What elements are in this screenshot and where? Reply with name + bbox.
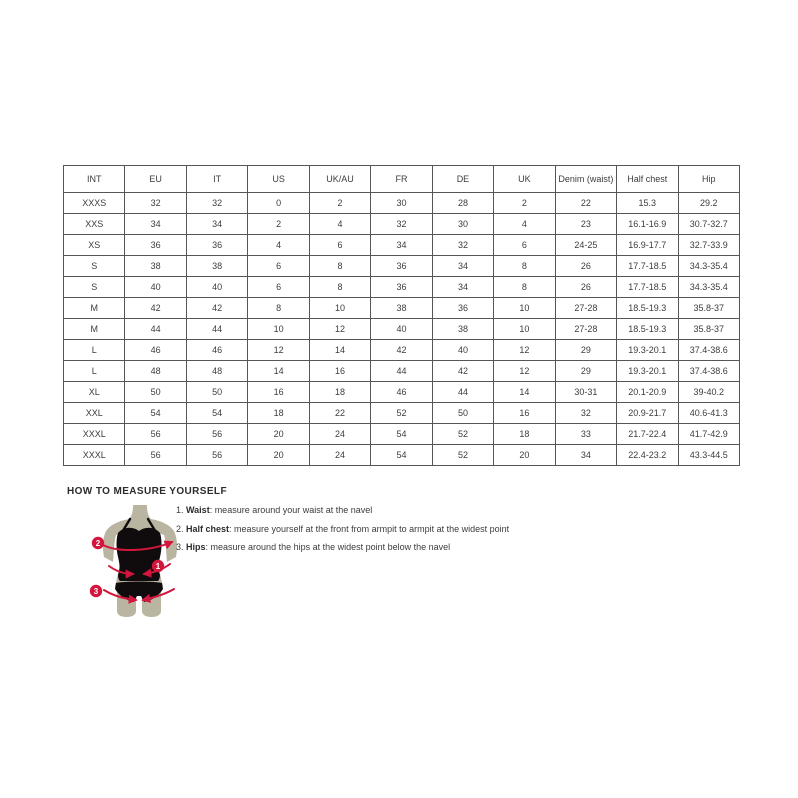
measure-point-badge-chest [92, 537, 104, 549]
table-cell: XL [64, 382, 125, 403]
table-cell: 36 [186, 235, 247, 256]
table-cell: 50 [432, 403, 493, 424]
measure-item-label: Hips [186, 542, 206, 552]
table-row [64, 382, 740, 403]
measure-point-badge-hips [90, 585, 102, 597]
table-cell: 15.3 [617, 193, 678, 214]
table-cell: 32 [371, 214, 432, 235]
size-chart-table [63, 165, 740, 466]
table-cell: 8 [494, 256, 555, 277]
column-header: FR [371, 166, 432, 193]
table-row [64, 256, 740, 277]
measure-item-text: : measure yourself at the front from armpit to armpit at the widest point [229, 523, 510, 534]
table-cell: 34 [432, 256, 493, 277]
table-cell: 27-28 [555, 298, 616, 319]
table-cell: 35.8-37 [678, 319, 739, 340]
table-cell: XXS [64, 214, 125, 235]
measure-item-number: 1. [176, 505, 187, 515]
table-cell: 18 [494, 424, 555, 445]
column-header: US [248, 166, 309, 193]
table-cell: 42 [186, 298, 247, 319]
table-cell: 20 [248, 445, 309, 466]
table-cell: 2 [494, 193, 555, 214]
measure-item-label: Waist [186, 505, 210, 515]
column-header: DE [432, 166, 493, 193]
table-cell: 56 [125, 424, 186, 445]
column-header: EU [125, 166, 186, 193]
measure-item-number: 2. [176, 523, 187, 534]
table-cell: 24 [309, 445, 370, 466]
table-cell: 16 [494, 403, 555, 424]
table-cell: 54 [125, 403, 186, 424]
table-cell: 32 [186, 193, 247, 214]
measure-list-item [176, 505, 509, 516]
table-cell: 10 [309, 298, 370, 319]
table-cell: 50 [186, 382, 247, 403]
column-header: Denim (waist) [555, 166, 616, 193]
table-cell: 38 [432, 319, 493, 340]
table-cell: 0 [248, 193, 309, 214]
table-cell: 20 [248, 424, 309, 445]
table-cell: S [64, 256, 125, 277]
table-cell: 41.7-42.9 [678, 424, 739, 445]
table-cell: 10 [494, 319, 555, 340]
table-cell: 56 [186, 424, 247, 445]
table-cell: 10 [248, 319, 309, 340]
table-cell: 24-25 [555, 235, 616, 256]
table-cell: 36 [371, 277, 432, 298]
measure-item-number: 3. [176, 542, 187, 552]
table-cell: 6 [309, 235, 370, 256]
table-cell: 56 [125, 445, 186, 466]
table-row [64, 340, 740, 361]
table-cell: 27-28 [555, 319, 616, 340]
table-cell: 14 [494, 382, 555, 403]
table-cell: 6 [248, 256, 309, 277]
table-cell: XXXS [64, 193, 125, 214]
table-cell: 21.7-22.4 [617, 424, 678, 445]
table-cell: 2 [309, 193, 370, 214]
table-cell: 30 [371, 193, 432, 214]
table-row [64, 424, 740, 445]
table-cell: 38 [125, 256, 186, 277]
column-header: Hip [678, 166, 739, 193]
table-cell: 48 [125, 361, 186, 382]
table-cell: 16.1-16.9 [617, 214, 678, 235]
measure-heading: HOW TO MEASURE YOURSELF [67, 486, 227, 497]
table-cell: 16 [309, 361, 370, 382]
table-cell: 32 [125, 193, 186, 214]
table-row [64, 235, 740, 256]
table-cell: 38 [186, 256, 247, 277]
table-cell: 40 [371, 319, 432, 340]
table-cell: 40 [125, 277, 186, 298]
table-cell: 16.9-17.7 [617, 235, 678, 256]
table-cell: 14 [309, 340, 370, 361]
table-cell: 34 [186, 214, 247, 235]
table-cell: 12 [494, 340, 555, 361]
table-cell: 22 [555, 193, 616, 214]
table-cell: 42 [371, 340, 432, 361]
measure-list [176, 505, 509, 561]
table-cell: 8 [309, 256, 370, 277]
table-cell: 52 [432, 424, 493, 445]
table-cell: 38 [371, 298, 432, 319]
table-cell: 8 [309, 277, 370, 298]
table-cell: 32 [432, 235, 493, 256]
table-cell: 14 [248, 361, 309, 382]
table-cell: 44 [371, 361, 432, 382]
table-cell: 44 [125, 319, 186, 340]
table-cell: 8 [248, 298, 309, 319]
table-cell: 19.3-20.1 [617, 361, 678, 382]
column-header: UK/AU [309, 166, 370, 193]
table-row [64, 298, 740, 319]
table-cell: 18 [248, 403, 309, 424]
table-cell: 16 [248, 382, 309, 403]
table-cell: 20 [494, 445, 555, 466]
table-cell: 2 [248, 214, 309, 235]
table-cell: M [64, 298, 125, 319]
table-cell: 39-40.2 [678, 382, 739, 403]
table-cell: 50 [125, 382, 186, 403]
measure-list-item [176, 542, 509, 553]
column-header: UK [494, 166, 555, 193]
measure-item-label: Half chest [186, 523, 230, 534]
table-cell: 19.3-20.1 [617, 340, 678, 361]
badge-hips-number: 3 [93, 587, 99, 596]
table-cell: 34.3-35.4 [678, 277, 739, 298]
table-cell: 32 [555, 403, 616, 424]
table-row [64, 445, 740, 466]
table-cell: XXL [64, 403, 125, 424]
table-cell: 40 [432, 340, 493, 361]
table-cell: 30-31 [555, 382, 616, 403]
size-chart-body [64, 193, 740, 466]
column-header: Half chest [617, 166, 678, 193]
table-cell: 29 [555, 340, 616, 361]
badge-waist-number: 1 [155, 562, 161, 571]
table-row [64, 193, 740, 214]
mannequin-illustration [88, 505, 190, 619]
table-cell: 18 [309, 382, 370, 403]
table-cell: 54 [371, 445, 432, 466]
measure-item-text: : measure around the hips at the widest point below the navel [205, 542, 451, 552]
table-cell: 17.7-18.5 [617, 277, 678, 298]
table-cell: L [64, 340, 125, 361]
table-cell: 36 [432, 298, 493, 319]
table-cell: 4 [494, 214, 555, 235]
table-cell: 29 [555, 361, 616, 382]
column-header: IT [186, 166, 247, 193]
table-cell: 34.3-35.4 [678, 256, 739, 277]
table-row [64, 214, 740, 235]
measure-list-item [176, 524, 509, 535]
table-cell: 12 [309, 319, 370, 340]
table-cell: 18.5-19.3 [617, 319, 678, 340]
table-cell: 34 [432, 277, 493, 298]
table-cell: 33 [555, 424, 616, 445]
table-cell: 44 [186, 319, 247, 340]
table-cell: 46 [371, 382, 432, 403]
table-cell: 34 [371, 235, 432, 256]
table-cell: 46 [186, 340, 247, 361]
table-cell: 40.6-41.3 [678, 403, 739, 424]
table-cell: 26 [555, 256, 616, 277]
table-cell: 26 [555, 277, 616, 298]
table-cell: 48 [186, 361, 247, 382]
table-cell: 32.7-33.9 [678, 235, 739, 256]
table-cell: S [64, 277, 125, 298]
table-cell: 52 [371, 403, 432, 424]
table-row [64, 403, 740, 424]
table-cell: 8 [494, 277, 555, 298]
table-cell: 40 [186, 277, 247, 298]
table-cell: 43.3-44.5 [678, 445, 739, 466]
table-cell: 29.2 [678, 193, 739, 214]
table-cell: 12 [494, 361, 555, 382]
table-cell: M [64, 319, 125, 340]
table-cell: XXXL [64, 424, 125, 445]
table-cell: 42 [125, 298, 186, 319]
table-cell: 36 [125, 235, 186, 256]
table-cell: 54 [371, 424, 432, 445]
table-cell: 4 [309, 214, 370, 235]
table-cell: 46 [125, 340, 186, 361]
table-cell: 37.4-38.6 [678, 340, 739, 361]
table-cell: 42 [432, 361, 493, 382]
size-chart-header-row [64, 166, 740, 193]
table-cell: 6 [494, 235, 555, 256]
table-row [64, 319, 740, 340]
table-cell: 6 [248, 277, 309, 298]
table-cell: 18.5-19.3 [617, 298, 678, 319]
measure-point-badge-waist [152, 560, 164, 572]
table-cell: 22 [309, 403, 370, 424]
table-cell: 36 [371, 256, 432, 277]
table-row [64, 277, 740, 298]
table-cell: 30 [432, 214, 493, 235]
table-cell: 20.1-20.9 [617, 382, 678, 403]
table-cell: 24 [309, 424, 370, 445]
body-measurement-figure [88, 505, 190, 619]
table-cell: 20.9-21.7 [617, 403, 678, 424]
size-chart-section [63, 165, 740, 466]
table-cell: 56 [186, 445, 247, 466]
table-cell: 23 [555, 214, 616, 235]
table-cell: 54 [186, 403, 247, 424]
table-cell: 52 [432, 445, 493, 466]
table-cell: 35.8-37 [678, 298, 739, 319]
table-cell: 44 [432, 382, 493, 403]
measure-item-text: : measure around your waist at the navel [209, 505, 373, 515]
table-cell: 17.7-18.5 [617, 256, 678, 277]
table-cell: 34 [555, 445, 616, 466]
column-header: INT [64, 166, 125, 193]
table-cell: 4 [248, 235, 309, 256]
table-cell: 30.7-32.7 [678, 214, 739, 235]
table-cell: XXXL [64, 445, 125, 466]
table-cell: 10 [494, 298, 555, 319]
table-cell: XS [64, 235, 125, 256]
table-row [64, 361, 740, 382]
table-cell: 12 [248, 340, 309, 361]
badge-chest-number: 2 [95, 539, 101, 548]
table-cell: 34 [125, 214, 186, 235]
table-cell: 37.4-38.6 [678, 361, 739, 382]
table-cell: 22.4-23.2 [617, 445, 678, 466]
table-cell: 28 [432, 193, 493, 214]
table-cell: L [64, 361, 125, 382]
